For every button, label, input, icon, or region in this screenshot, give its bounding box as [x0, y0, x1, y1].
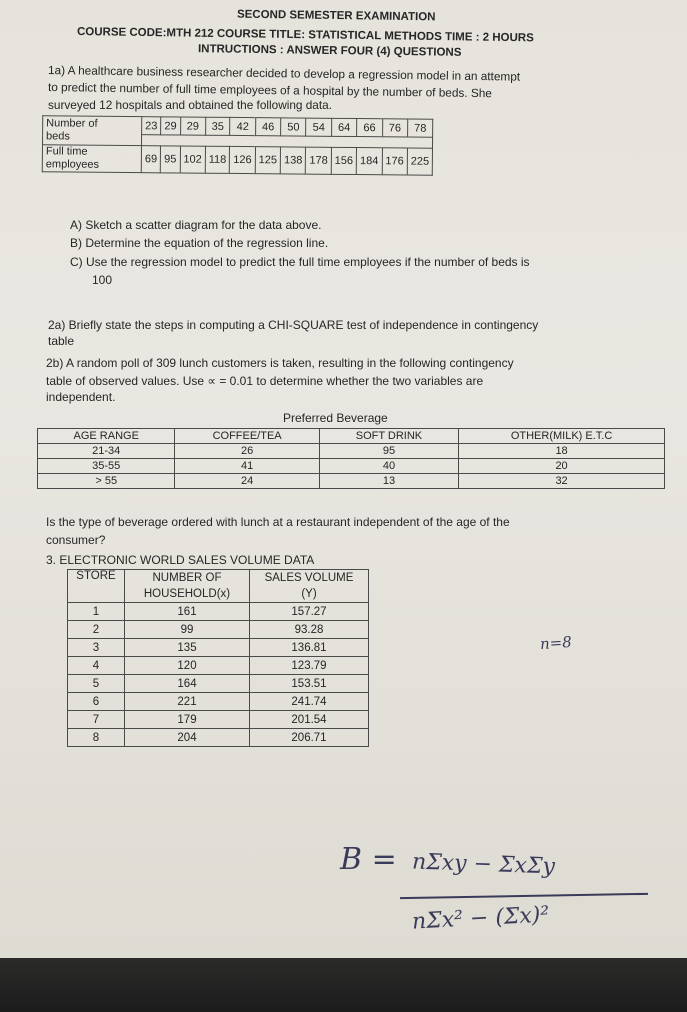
- employees-cell: 184: [356, 148, 382, 175]
- background-surface: [0, 958, 687, 1012]
- store-cell: 4: [68, 657, 125, 675]
- employees-cell: 102: [180, 146, 206, 173]
- table-row: [68, 693, 369, 711]
- table-row: [68, 729, 369, 747]
- sales-cell: 93.28: [250, 621, 369, 639]
- household-cell: 120: [125, 657, 250, 675]
- employees-cell: 125: [255, 147, 281, 174]
- count-cell: 24: [175, 474, 319, 489]
- household-cell: 179: [125, 711, 250, 729]
- table-row: [38, 459, 665, 474]
- store-cell: 3: [68, 639, 125, 657]
- employees-cell: 95: [161, 146, 180, 173]
- exam-title: SECOND SEMESTER EXAMINATION: [236, 8, 436, 24]
- q1-part-b: B) Determine the equation of the regression line.: [70, 236, 329, 250]
- column-header: STORE: [68, 570, 125, 603]
- row-label-beds: Number of beds: [42, 116, 141, 146]
- store-cell: 1: [68, 603, 125, 621]
- handwritten-fraction-bar: [400, 893, 648, 899]
- beds-cell: 29: [180, 117, 206, 135]
- beds-cell: 64: [331, 118, 357, 136]
- q1-part-c: C) Use the regression model to predict the full time employees if the number of beds is: [70, 255, 530, 269]
- table-row: [68, 675, 369, 693]
- household-cell: 99: [125, 621, 250, 639]
- employees-cell: 138: [280, 147, 306, 174]
- handwritten-formula-numerator: nΣxy − ΣxΣy: [411, 849, 556, 880]
- sales-volume-table: [67, 569, 369, 747]
- q1-part-c-cont: 100: [92, 273, 113, 287]
- table-row: [68, 657, 369, 675]
- contingency-table-title: Preferred Beverage: [283, 411, 388, 425]
- employees-cell: 126: [230, 146, 256, 173]
- q1-part-a: A) Sketch a scatter diagram for the data above.: [70, 218, 322, 232]
- q2b-line-2: table of observed values. Use ∝ = 0.01 to determine whether the two variables are: [46, 374, 484, 388]
- table-header-row: [68, 570, 369, 603]
- household-cell: 135: [125, 639, 250, 657]
- count-cell: 95: [319, 444, 458, 459]
- employees-cell: 69: [141, 146, 160, 173]
- household-cell: 204: [125, 729, 250, 747]
- q2a-line-1: 2a) Briefly state the steps in computing a CHI-SQUARE test of independence in contingency: [48, 318, 539, 332]
- column-header: SOFT DRINK: [319, 429, 458, 444]
- q1-intro-line-3: surveyed 12 hospitals and obtained the following data.: [48, 98, 332, 112]
- count-cell: 20: [459, 459, 665, 474]
- sales-cell: 123.79: [250, 657, 369, 675]
- table-row: [68, 621, 369, 639]
- beds-cell: 46: [255, 118, 281, 136]
- q2a-line-2: table: [48, 334, 75, 348]
- count-cell: 26: [175, 444, 319, 459]
- contingency-table: [37, 428, 665, 489]
- column-header: COFFEE/TEA: [175, 429, 319, 444]
- beds-cell: 66: [357, 119, 383, 137]
- table-row: [68, 639, 369, 657]
- q2-question-line-2: consumer?: [46, 533, 106, 547]
- sales-cell: 157.27: [250, 603, 369, 621]
- store-cell: 2: [68, 621, 125, 639]
- sales-cell: 206.71: [250, 729, 369, 747]
- count-cell: 32: [459, 474, 665, 489]
- row-label-employees: Full time employees: [42, 145, 141, 173]
- table-row: [68, 711, 369, 729]
- handwritten-formula-denominator: nΣx² − (Σx)²: [411, 902, 550, 935]
- table-header-row: [38, 429, 665, 444]
- column-header: AGE RANGE: [38, 429, 175, 444]
- beds-cell: 76: [382, 119, 408, 137]
- table-row: [38, 474, 665, 489]
- column-header: NUMBER OF HOUSEHOLD(x): [125, 570, 250, 603]
- age-range-cell: 35-55: [38, 459, 175, 474]
- employees-cell: 156: [331, 147, 357, 174]
- beds-cell: 29: [161, 117, 180, 135]
- beds-cell: 42: [230, 117, 256, 135]
- q1-intro-line-2: to predict the number of full time employees of a hospital by the number of beds. She: [47, 80, 493, 101]
- household-cell: 221: [125, 693, 250, 711]
- store-cell: 7: [68, 711, 125, 729]
- q2b-line-1: 2b) A random poll of 309 lunch customers is taken, resulting in the following contingency: [46, 356, 514, 370]
- course-line: COURSE CODE:MTH 212 COURSE TITLE: STATISTICAL METHODS TIME : 2 HOURS: [76, 26, 534, 45]
- beds-cell: 50: [281, 118, 307, 136]
- handwritten-formula-lhs: B =: [340, 842, 397, 877]
- sales-cell: 241.74: [250, 693, 369, 711]
- employees-cell: 118: [205, 146, 230, 173]
- q2-question-line-1: Is the type of beverage ordered with lunch at a restaurant independent of the age of the: [46, 515, 510, 529]
- employees-cell: 176: [382, 148, 408, 175]
- household-cell: 164: [125, 675, 250, 693]
- sales-cell: 153.51: [250, 675, 369, 693]
- household-cell: 161: [125, 603, 250, 621]
- store-cell: 8: [68, 729, 125, 747]
- q1-intro-line-1: 1a) A healthcare business researcher decided to develop a regression model in an attempt: [47, 63, 521, 84]
- q3-title: 3. ELECTRONIC WORLD SALES VOLUME DATA: [46, 553, 315, 567]
- table-row: [68, 603, 369, 621]
- table-row: [38, 444, 665, 459]
- count-cell: 41: [175, 459, 319, 474]
- count-cell: 13: [319, 474, 458, 489]
- employees-cell: 178: [306, 147, 332, 174]
- column-header: SALES VOLUME (Y): [250, 570, 369, 603]
- beds-cell: 78: [408, 119, 434, 137]
- count-cell: 18: [459, 444, 665, 459]
- count-cell: 40: [319, 459, 458, 474]
- instructions-line: INTRUCTIONS : ANSWER FOUR (4) QUESTIONS: [197, 43, 462, 59]
- store-cell: 6: [68, 693, 125, 711]
- store-cell: 5: [68, 675, 125, 693]
- age-range-cell: 21-34: [38, 444, 175, 459]
- q2b-line-3: independent.: [46, 390, 116, 404]
- column-header: OTHER(MILK) E.T.C: [459, 429, 665, 444]
- age-range-cell: > 55: [38, 474, 175, 489]
- table-row: [43, 116, 433, 137]
- sales-cell: 136.81: [250, 639, 369, 657]
- handwritten-n-note: n=8: [539, 632, 573, 654]
- employees-cell: 225: [407, 148, 433, 175]
- table-row: [42, 145, 433, 175]
- beds-cell: 35: [205, 117, 230, 135]
- beds-employees-table: [42, 115, 434, 175]
- beds-cell: 54: [306, 118, 332, 136]
- sales-cell: 201.54: [250, 711, 369, 729]
- beds-cell: 23: [142, 117, 161, 135]
